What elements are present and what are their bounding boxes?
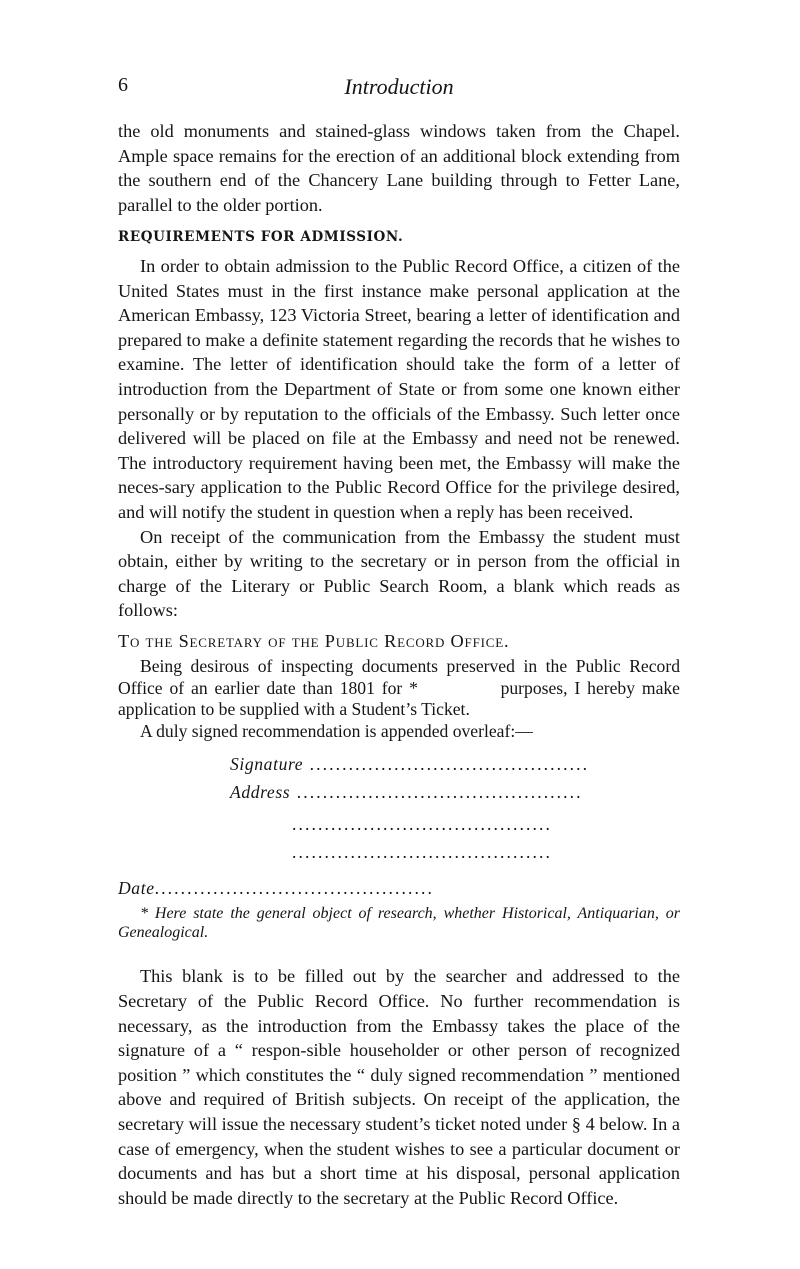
form-title: To the Secretary of the Public Record Office.: [118, 630, 510, 651]
form-paragraph-recommendation: A duly signed recommendation is appended overleaf:—: [140, 720, 533, 741]
section-heading: REQUIREMENTS FOR ADMISSION.: [118, 229, 404, 246]
address-line: [118, 778, 680, 806]
footnote: * Here state the general object of research, whether Historical, Antiquarian, or Genealogical.: [118, 905, 680, 942]
page-header: [118, 74, 680, 104]
address-label: Address: [230, 782, 291, 803]
running-title: Introduction: [344, 74, 454, 99]
date-dots: ...........................................: [154, 878, 435, 899]
paragraph-admission: In order to obtain admission to the Public Record Office, a citizen of the United States must in the first instance make personal application at the American Embassy, 123 Victoria Street, bearing a letter of identification and prepared to make a definite statement regarding the records that he wishes to examine. The letter of identification should take the form of a letter of introduction from the Department of State or from some one known either personally or by reputation to the officials of the Embassy. Such letter once delivered will be placed on file at the Embassy and need not be renewed. The introductory requirement having been met, the Embassy will make the neces-sary application to the Public Record Office for the privilege desired, and will notify the student in question when a reply has been received.: [118, 255, 680, 522]
signature-label: Signature: [230, 754, 304, 775]
paragraph-blank-instructions: This blank is to be filled out by the searcher and addressed to the Secretary of the Public Record Office. No further recommendation is necessary, as the introduction from the Embassy takes the place of the signature of a “ respon-sible householder or other person of recognized position ” which constitutes the “ duly signed recommendation ” mentioned above and required of British subjects. On receipt of the application, the secretary will issue the necessary student’s ticket noted under § 4 below. In a case of emergency, when the student wishes to see a particular document or documents and has but a short time at his disposal, personal application should be made directly to the secretary at the Public Record Office.: [118, 966, 680, 1208]
date-label: Date: [118, 878, 155, 899]
signature-dots: ...........................................: [303, 754, 590, 775]
address-continuation-line-2: ........................................: [292, 842, 552, 863]
form-paragraph-desire: Being desirous of inspecting documents preserved in the Public Record Office of an earlier date than 1801 for * purposes, I hereby make application to be supplied with a Student’s Ticket.: [118, 656, 685, 720]
paragraph-receipt: On receipt of the communication from the Embassy the student must obtain, either by writing to the secretary or in person from the official in charge of the Literary or Public Search Room, a blank which reads as follows:: [118, 526, 680, 621]
address-dots: ............................................: [290, 782, 583, 803]
paragraph-chapel: the old monuments and stained-glass windows taken from the Chapel. Ample space remains for the erection of an additional block extending from the southern end of the Chancery Lane building through to Fetter Lane, parallel to the older portion.: [118, 121, 680, 215]
page-number: 6: [118, 74, 128, 96]
address-continuation-line-1: ........................................: [292, 814, 552, 835]
signature-line: [118, 750, 680, 778]
page-body: [118, 119, 685, 1210]
date-line: [118, 874, 680, 902]
application-form: [118, 629, 685, 943]
